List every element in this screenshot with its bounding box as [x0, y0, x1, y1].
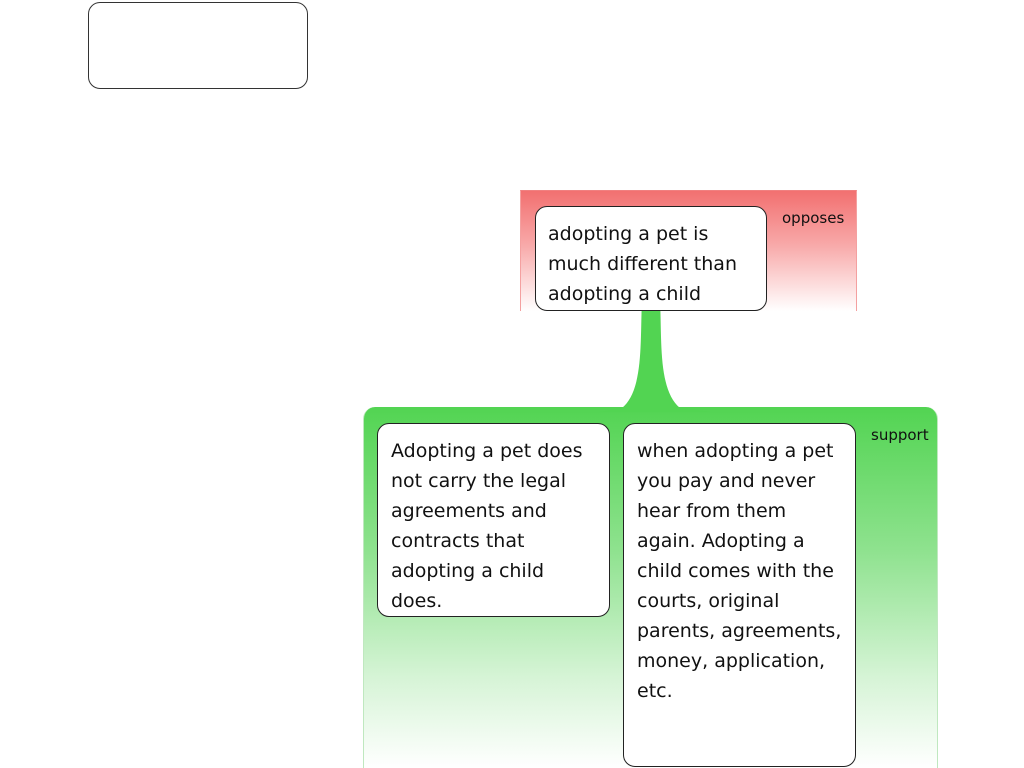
support-connector: [600, 300, 710, 412]
empty-node-box[interactable]: [88, 2, 308, 89]
claim-node[interactable]: [535, 206, 767, 311]
reason-2-text: when adopting a pet you pay and never hear from them again. Adopting a child comes with the courts, original parents, agreements, money, application, etc.: [637, 440, 842, 702]
claim-text: adopting a pet is much different than adopting a child: [548, 223, 737, 305]
reason-node-1[interactable]: [377, 423, 610, 617]
opposes-label: opposes: [782, 209, 845, 227]
reason-node-2[interactable]: [623, 423, 856, 767]
reason-1-text: Adopting a pet does not carry the legal agreements and contracts that adopting a child does.: [391, 440, 583, 612]
support-label: support: [871, 426, 929, 444]
support-connector-path: [600, 300, 710, 412]
